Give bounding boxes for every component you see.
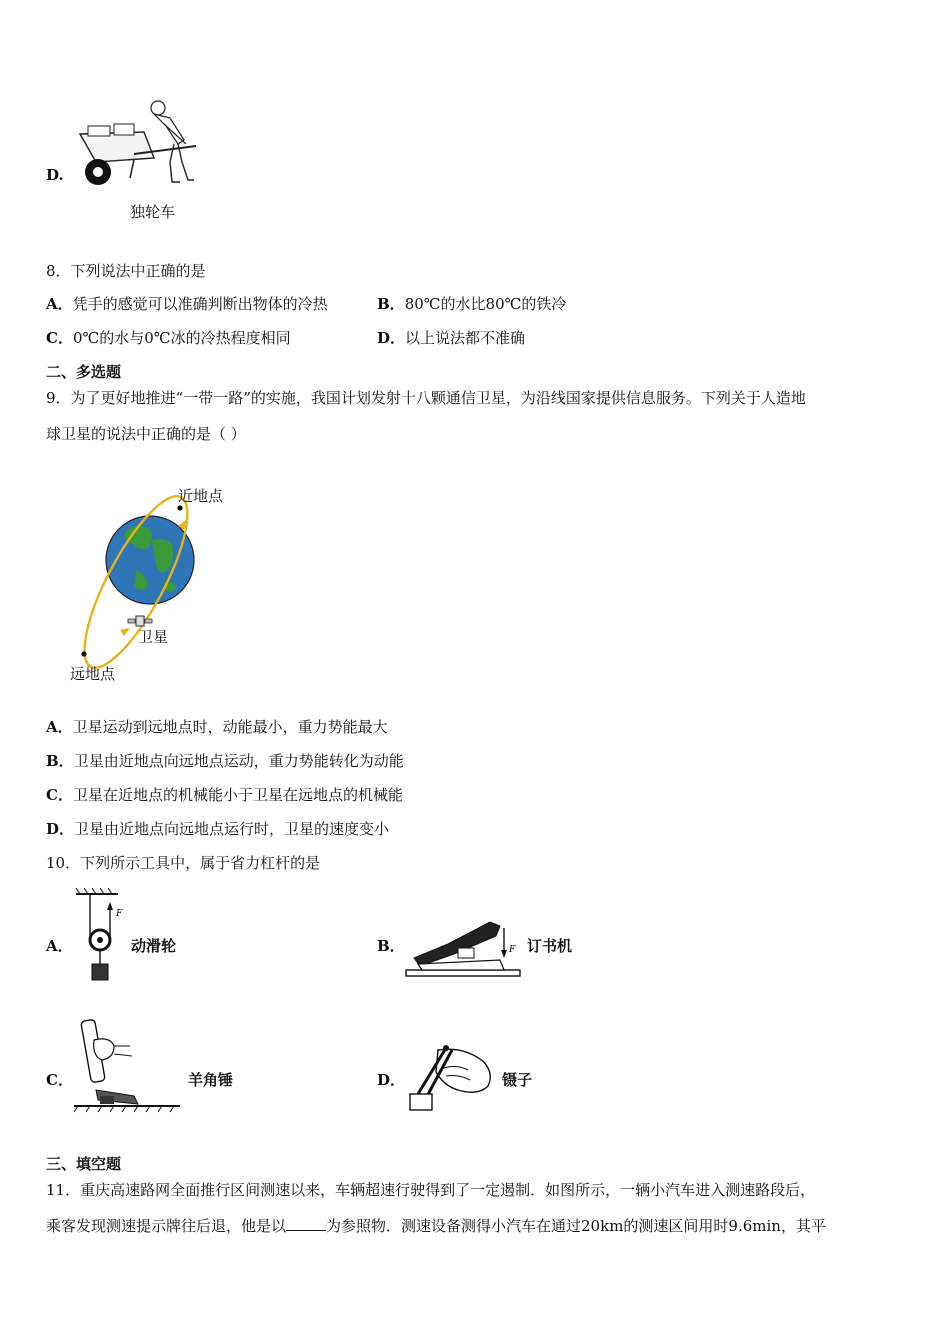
wheelbarrow-figure [74, 96, 206, 192]
q9-option-c [46, 785, 403, 805]
q9-option-b-letter: B． [46, 752, 74, 770]
q8-option-a-letter: A． [46, 295, 73, 313]
q11-stem-line2 [46, 1216, 826, 1236]
q8-option-c-letter: C． [46, 329, 73, 347]
q9-option-b [46, 751, 404, 771]
q9-option-d-text: 卫星由近地点向远地点运行时，卫星的速度变小 [74, 820, 390, 838]
q8-option-b-text: 80℃的水比80℃的铁冷 [404, 295, 567, 313]
q10-option-c-label: 羊角锤 [188, 1071, 234, 1089]
q8-option-c-text: 0℃的水与0℃冰的冷热程度相同 [72, 329, 291, 347]
q9-option-b-text: 卫星由近地点向远地点运动，重力势能转化为动能 [73, 752, 404, 770]
q8-option-a-text: 凭手的感觉可以准确判断出物体的冷热 [72, 295, 328, 313]
q11-answer-blank[interactable] [286, 1216, 326, 1231]
q11-stem-line1: 11．重庆高速路网全面推行区间测速以来，车辆超速行驶得到了一定遏制．如图所示，一辆小汽车进入测速路段后， [46, 1181, 816, 1199]
q8-option-b-letter: B． [377, 295, 405, 313]
q10-option-b-label: 订书机 [527, 937, 573, 955]
q8-option-b [377, 294, 566, 314]
q10-option-d-letter: D． [377, 1071, 406, 1089]
apogee-label: 远地点 [70, 665, 116, 683]
tweezers-figure [404, 1040, 496, 1116]
wheelbarrow-caption: 独轮车 [130, 203, 176, 221]
perigee-label: 近地点 [178, 487, 224, 505]
satellite-orbit-figure [64, 478, 244, 688]
q9-option-d-letter: D． [46, 820, 75, 838]
q8-option-d-text: 以上说法都不准确 [405, 329, 526, 347]
q11-stem-line2-after: 为参照物．测速设备测得小汽车在通过20km的测速区间用时9.6min，其平 [326, 1217, 826, 1235]
satellite-label: 卫星 [138, 628, 169, 646]
q8-option-d [377, 328, 525, 348]
q8-option-a [46, 294, 328, 314]
q8-option-c [46, 328, 291, 348]
q9-stem-line1: 9．为了更好地推进“一带一路”的实施，我国计划发射十八颗通信卫星，为沿线国家提供信息服务。下列关于人造地 [46, 389, 806, 407]
stapler-figure [404, 914, 524, 984]
q9-option-a [46, 717, 388, 737]
q9-option-c-text: 卫星在近地点的机械能小于卫星在远地点的机械能 [72, 786, 403, 804]
q9-option-c-letter: C． [46, 786, 73, 804]
stapler-force-label: F [509, 945, 516, 955]
q9-option-a-text: 卫星运动到远地点时，动能最小，重力势能最大 [72, 718, 388, 736]
q10-stem: 10．下列所示工具中，属于省力杠杆的是 [46, 854, 321, 872]
q7-option-d-letter: D. [46, 166, 64, 184]
q10-option-a-label: 动滑轮 [131, 937, 177, 955]
movable-pulley-figure [74, 888, 130, 988]
q10-option-c-letter: C． [46, 1071, 73, 1089]
claw-hammer-figure [74, 1016, 182, 1114]
section-fill-blank-title: 三、填空题 [46, 1155, 122, 1173]
q8-stem: 8．下列说法中正确的是 [46, 262, 206, 280]
q10-option-d-label: 镊子 [502, 1071, 533, 1089]
q9-stem-line2: 球卫星的说法中正确的是（ ） [46, 425, 246, 443]
q9-option-a-letter: A． [46, 718, 73, 736]
q11-stem-line2-before: 乘客发现测速提示牌往后退，他是以 [46, 1217, 287, 1235]
q9-option-d [46, 819, 389, 839]
q10-option-b-letter: B． [377, 937, 405, 955]
q10-option-a-letter: A． [46, 937, 73, 955]
section-multi-choice-title: 二、多选题 [46, 363, 122, 381]
q8-option-d-letter: D． [377, 329, 406, 347]
pulley-force-label: F [116, 909, 123, 919]
